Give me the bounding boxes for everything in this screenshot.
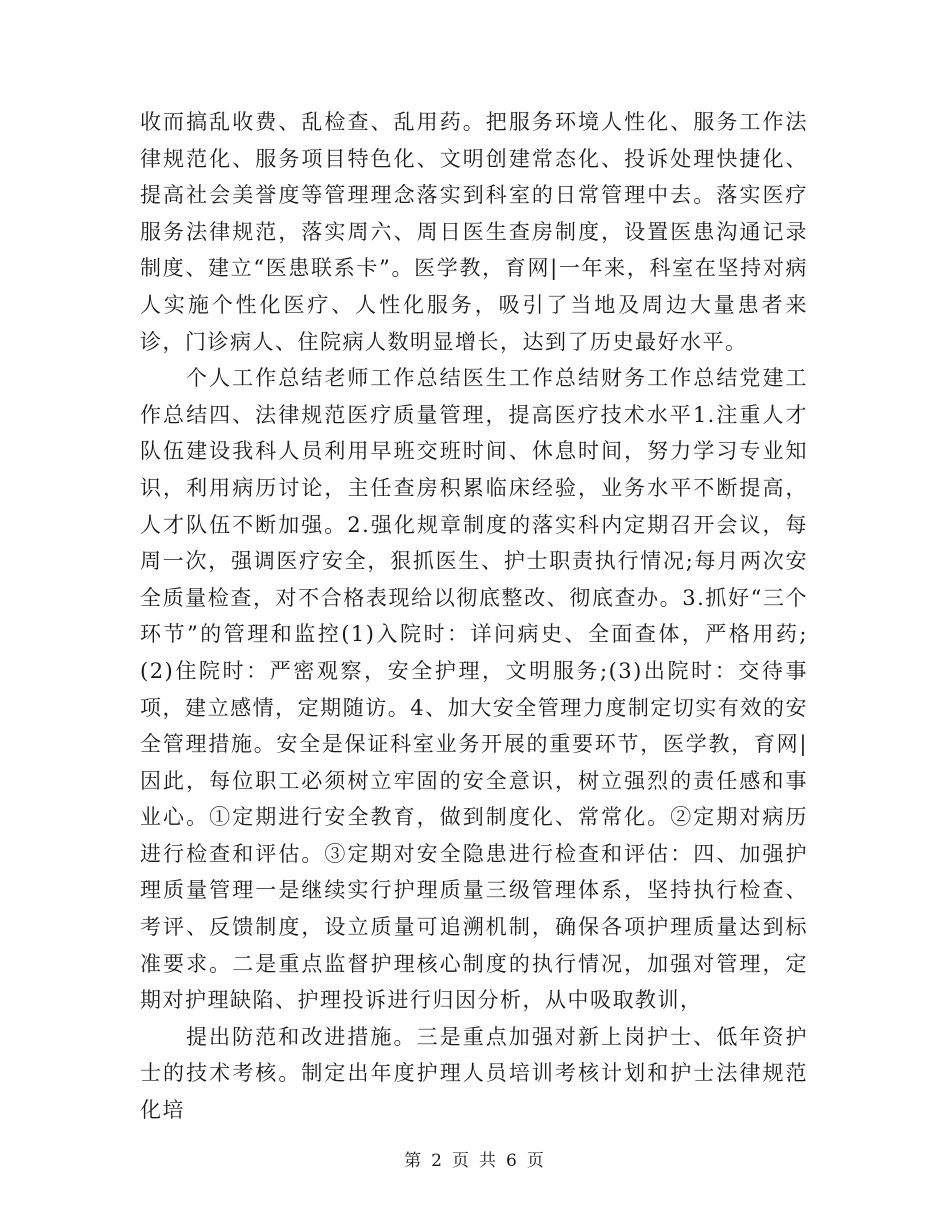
paragraph-2: 个人工作总结老师工作总结医生工作总结财务工作总结党建工作总结四、法律规范医疗质量管理，提高医疗技术水平1.注重人才队伍建设我科人员利用早班交班时间、休息时间，努力学习专业知识，利用病历讨论，主任查房积累临床经验，业务水平不断提高，人才队伍不断加强。2.强化规章制度的落实科内定期召开会议，每周一次，强调医疗安全，狠抓医生、护士职责执行情况;每月两次安全质量检查，对不合格表现给以彻底整改、彻底查办。3.抓好“三个环节”的管理和监控(1)入院时：详问病史、全面查体，严格用药;(2)住院时：严密观察，安全护理，文明服务;(3)出院时：交待事项，建立感情，定期随访。4、加大安全管理力度制定切实有效的安全管理措施。安全是保证科室业务开展的重要环节，医学教，育网|因此，每位职工必须树立牢固的安全意识，树立强烈的责任感和事业心。①定期进行安全教育，做到制度化、常常化。②定期对病历进行检查和评估。③定期对安全隐患进行检查和评估：四、加强护理质量管理一是继续实行护理质量三级管理体系，坚持执行检查、考评、反馈制度，设立质量可追溯机制，确保各项护理质量达到标准要求。二是重点监督护理核心制度的执行情况，加强对管理，定期对护理缺陷、护理投诉进行归因分析，从中吸取教训， bbox=[140, 366, 808, 1013]
footer-total-pages: 6 bbox=[506, 1151, 519, 1171]
footer-current-page: 2 bbox=[431, 1151, 444, 1171]
paragraph-1: 收而搞乱收费、乱检查、乱用药。把服务环境人性化、服务工作法律规范化、服务项目特色化、文明创建常态化、投诉处理快捷化、提高社会美誉度等管理理念落实到科室的日常管理中去。落实医疗服务法律规范，落实周六、周日医生查房制度，设置医患沟通记录制度、建立“医患联系卡”。医学教，育网|一年来，科室在坚持对病人实施个性化医疗、人性化服务，吸引了当地及周边大量患者来诊，门诊病人、住院病人数明显增长，达到了历史最好水平。 bbox=[140, 110, 808, 354]
page-footer bbox=[0, 1146, 950, 1171]
footer-total-label: 共 bbox=[479, 1151, 498, 1171]
footer-total-unit: 页 bbox=[526, 1151, 546, 1171]
paragraph-3: 提出防范和改进措施。三是重点加强对新上岗护士、低年资护士的技术考核。制定出年度护理人员培训考核计划和护士法律规范化培 bbox=[140, 1024, 808, 1123]
footer-page-unit: 页 bbox=[452, 1151, 471, 1171]
document-body bbox=[140, 104, 808, 1129]
footer-prefix: 第 bbox=[404, 1151, 424, 1171]
